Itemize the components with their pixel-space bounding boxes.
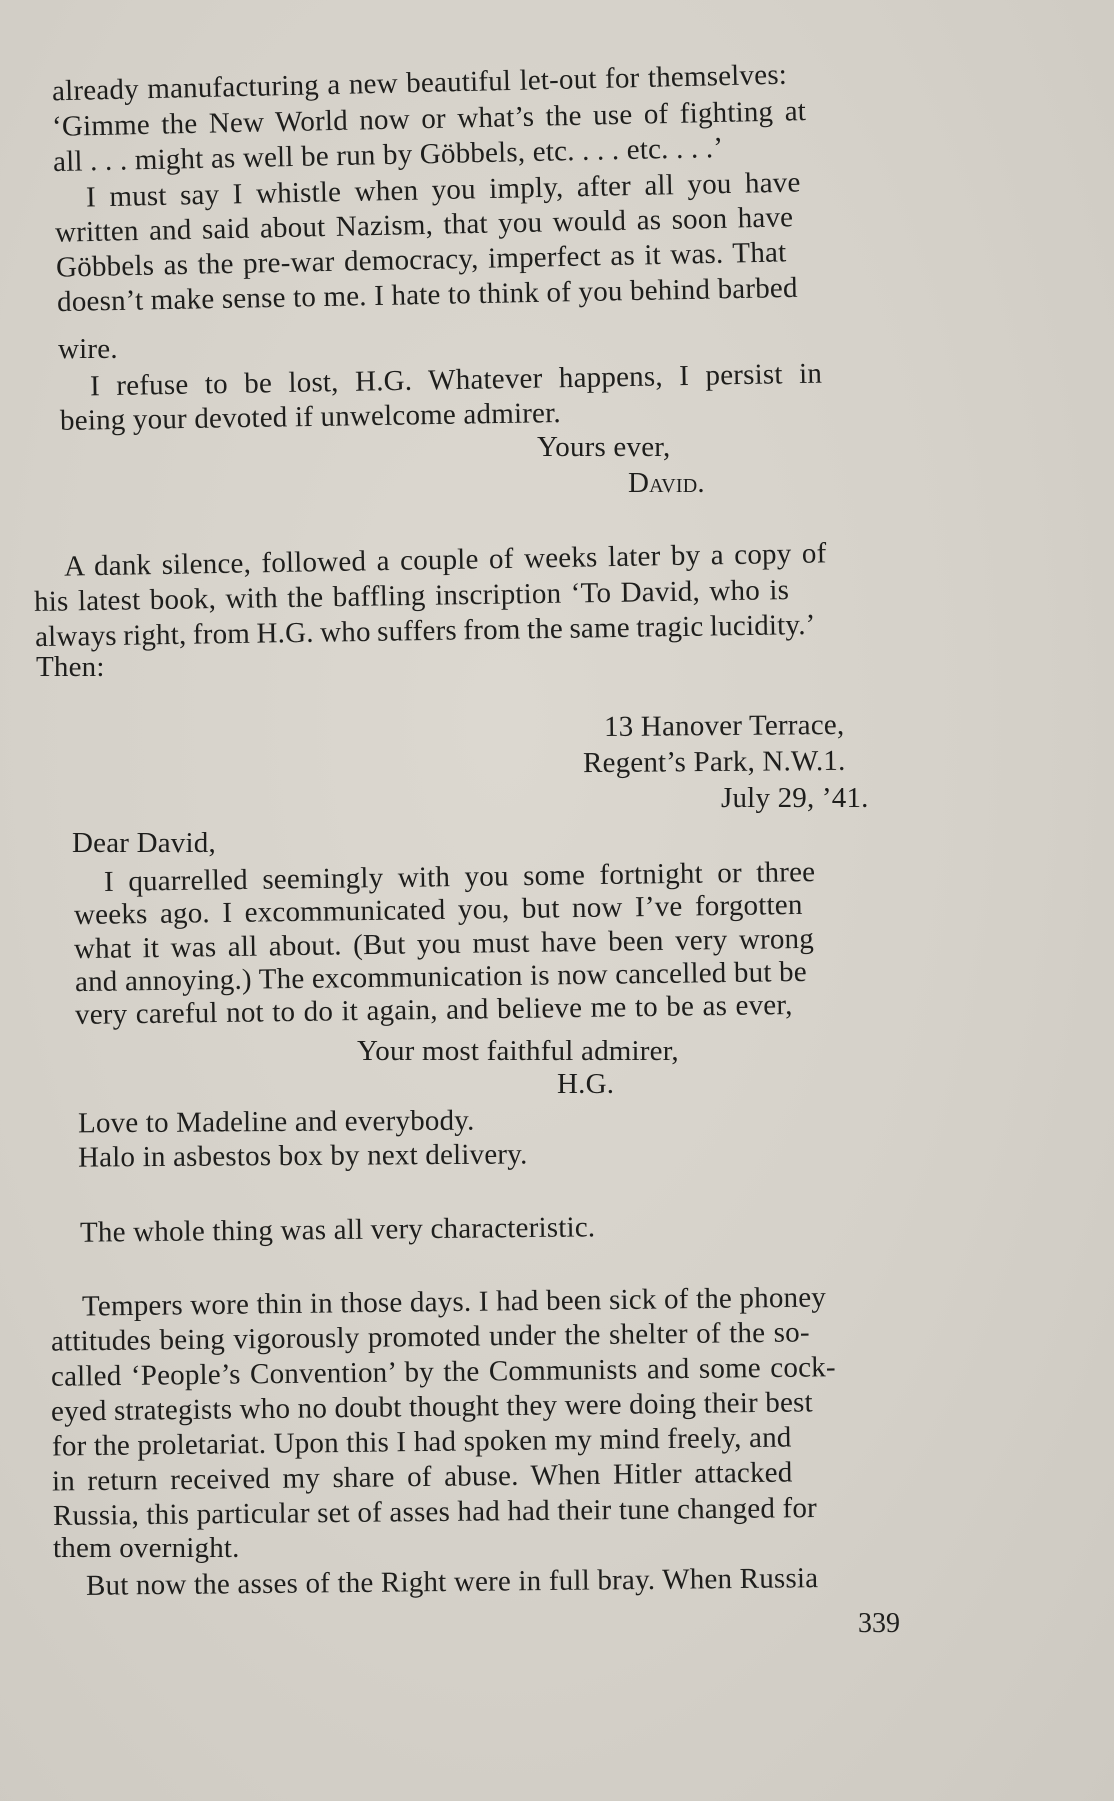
text-line: very careful not to do it again, and believe me to be as ever, <box>74 988 793 1032</box>
text-line: wire. <box>58 333 118 365</box>
letter-signature: H.G. <box>557 1068 615 1100</box>
letter-date: July 29, ’41. <box>721 782 869 814</box>
text-line: in return received my share of abuse. When Hitler attacked <box>51 1456 793 1498</box>
letter-address: Regent’s Park, N.W.1. <box>582 744 846 780</box>
text-line: But now the asses of the Right were in full bray. When Russia <box>85 1562 819 1602</box>
text-line: Tempers wore thin in those days. I had been sick of the phoney <box>81 1281 827 1323</box>
letter-closing: Your most faithful admirer, <box>357 1035 679 1067</box>
text-line: Then: <box>36 651 105 683</box>
text-line: them overnight. <box>53 1532 240 1564</box>
text-line: all . . . might as well be run by Göbbels, etc. . . . etc. . . .’ <box>52 131 724 179</box>
text-line: being your devoted if unwelcome admirer. <box>59 397 562 437</box>
letter-salutation: Dear David, <box>72 827 216 859</box>
page-number: 339 <box>858 1608 900 1639</box>
text-line: for the proletariat. Upon this I had spoken my mind freely, and <box>51 1421 792 1463</box>
text-line: I refuse to be lost, H.G. Whatever happens, I persist in <box>89 357 823 403</box>
letter-postscript: Love to Madeline and everybody. <box>77 1104 475 1140</box>
text-line: eyed strategists who no doubt thought they were doing their best <box>50 1386 814 1428</box>
text-line: his latest book, with the baffling inscription ‘To David, who is <box>33 574 790 618</box>
text-line: Göbbels as the pre-war democracy, imperfect as it was. That <box>55 236 787 284</box>
text-line: A dank silence, followed a couple of weeks later by a copy of <box>63 537 827 583</box>
text-line: weeks ago. I excommunicated you, but now I’ve forgotten <box>73 888 803 932</box>
text-line: The whole thing was all very characteristic. <box>79 1211 596 1249</box>
text-line: I must say I whistle when you imply, after all you have <box>85 166 801 214</box>
text-line: always right, from H.G. who suffers from the same tragic lucidity.’ <box>34 608 816 654</box>
text-line: already manufacturing a new beautiful let-out for themselves: <box>51 58 788 108</box>
text-line: attitudes being vigorously promoted under the shelter of the so- <box>50 1316 810 1358</box>
text-line: ‘Gimme the New World now or what’s the use of fighting at <box>51 95 807 143</box>
letter-postscript: Halo in asbestos box by next delivery. <box>77 1138 528 1174</box>
text-line: what it was all about. (But you must have been very wrong <box>73 922 815 966</box>
text-line: called ‘People’s Convention’ by the Communists and some cock- <box>50 1351 836 1393</box>
letter-signature: David. <box>628 467 705 499</box>
text-line: written and said about Nazism, that you would as soon have <box>54 201 794 249</box>
text-line: and annoying.) The excommunication is now cancelled but be <box>74 955 808 999</box>
letter-closing: Yours ever, <box>537 431 671 463</box>
text-line: doesn’t make sense to me. I hate to think of you behind barbed <box>56 271 798 319</box>
text-line: I quarrelled seemingly with you some fortnight or three <box>103 856 816 898</box>
letter-address: 13 Hanover Terrace, <box>603 708 845 744</box>
text-line: Russia, this particular set of asses had had their tune changed for <box>52 1492 818 1532</box>
